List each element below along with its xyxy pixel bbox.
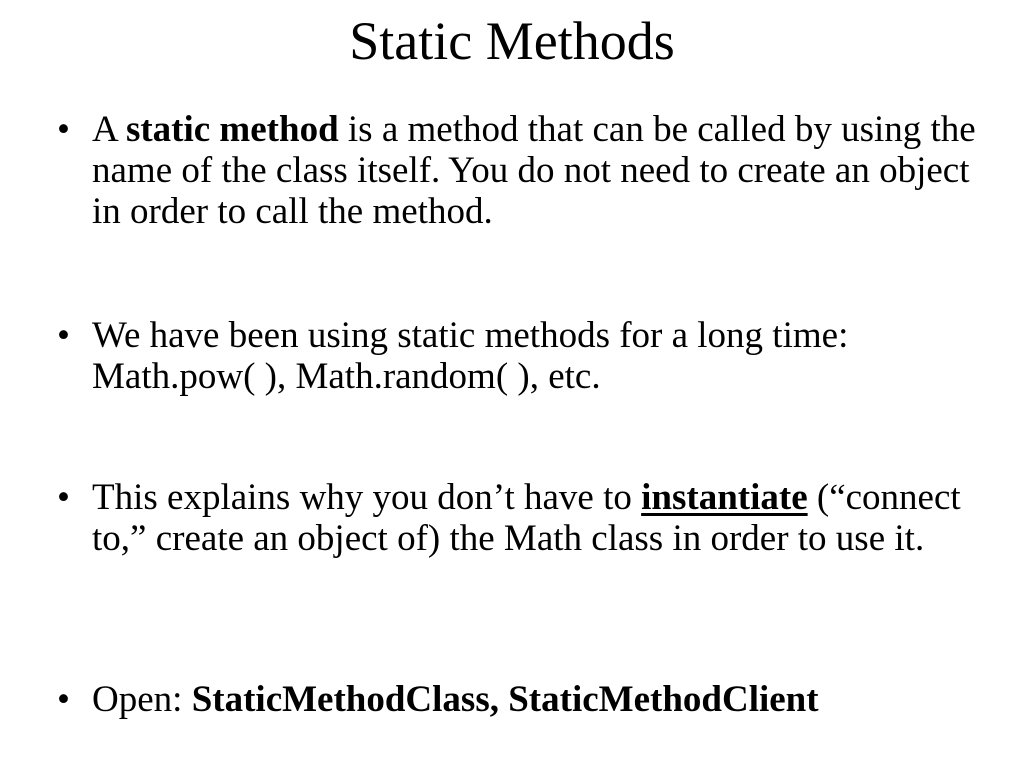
- bullet-text: [92, 109, 992, 232]
- text-line: We have been using static methods for a long time:: [92, 315, 849, 356]
- bullet-text: [92, 315, 992, 397]
- text-segment: Open:: [92, 679, 192, 720]
- term-instantiate: instantiate: [641, 477, 808, 518]
- bullet-dot-icon: •: [57, 109, 70, 150]
- text-segment: (“connect to,” create an object of) the Math class in order to use it.: [92, 477, 961, 559]
- bullet-text: [92, 477, 992, 559]
- term-static-method: static method: [125, 109, 339, 150]
- slide-title: Static Methods: [349, 11, 675, 71]
- file-names: StaticMethodClass, StaticMethodClient: [191, 679, 819, 720]
- bullet-text: [92, 679, 992, 720]
- text-segment: is a method that can be called by using the name of the class itself. You do not need to create an object in order to call the method.: [92, 109, 976, 232]
- bullet-dot-icon: •: [57, 477, 70, 518]
- text-segment: This explains why you don’t have to: [92, 477, 642, 518]
- text-segment: A: [92, 109, 126, 150]
- bullet-dot-icon: •: [57, 679, 70, 720]
- bullet-dot-icon: •: [57, 315, 70, 356]
- text-line: Math.pow( ), Math.random( ), etc.: [92, 356, 601, 397]
